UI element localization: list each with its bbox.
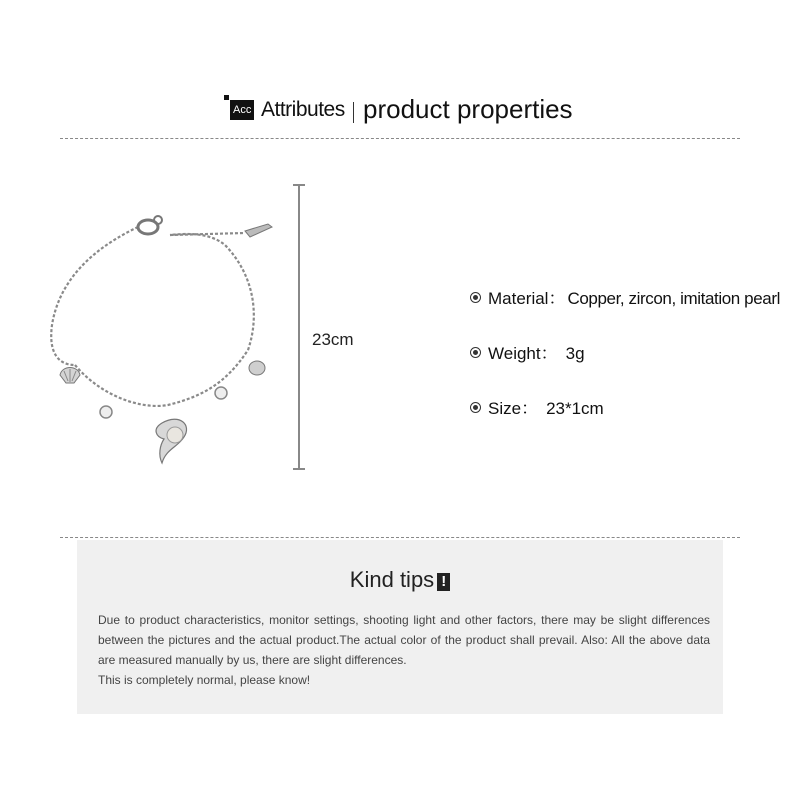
header-separator xyxy=(353,102,354,123)
bullet-icon xyxy=(470,402,481,413)
property-weight xyxy=(470,339,585,363)
page-title: product properties xyxy=(363,94,573,124)
bracelet-image xyxy=(40,205,280,485)
length-label: 23cm xyxy=(312,330,354,349)
property-label: Weight： xyxy=(488,344,558,363)
property-label: Size： xyxy=(488,399,539,418)
exclamation-icon: ! xyxy=(437,573,450,591)
property-value: 3g xyxy=(565,344,585,363)
property-label: Material： xyxy=(488,289,566,308)
header-badge: Acc xyxy=(230,100,254,120)
property-value: 23*1cm xyxy=(546,399,604,418)
tips-paragraph: This is completely normal, please know! xyxy=(98,673,311,687)
header-dot xyxy=(224,95,229,100)
tips-paragraph: Due to product characteristics, monitor settings, shooting light and other factors, there may be slight differences between the pictures and the actual product.The actual color of the product shall prevail. Also: All the above data are measured manually by us, there are slight differences. xyxy=(98,613,710,667)
ruler-bottom-cap xyxy=(293,468,305,470)
tips-title-text: Kind tips xyxy=(349,567,435,592)
ruler-top-cap xyxy=(293,184,305,186)
section-header xyxy=(0,92,800,132)
property-value: Copper, zircon, imitation pearl xyxy=(567,289,780,308)
tips-title xyxy=(77,567,723,593)
kind-tips-panel xyxy=(77,540,723,714)
length-ruler xyxy=(298,185,300,470)
bullet-icon xyxy=(470,347,481,358)
bullet-icon xyxy=(470,292,481,303)
attributes-label: Attributes xyxy=(261,98,345,121)
top-divider xyxy=(60,138,740,139)
tips-body xyxy=(98,610,710,690)
property-size xyxy=(470,394,604,418)
property-material xyxy=(470,284,780,308)
bottom-divider xyxy=(60,537,740,538)
